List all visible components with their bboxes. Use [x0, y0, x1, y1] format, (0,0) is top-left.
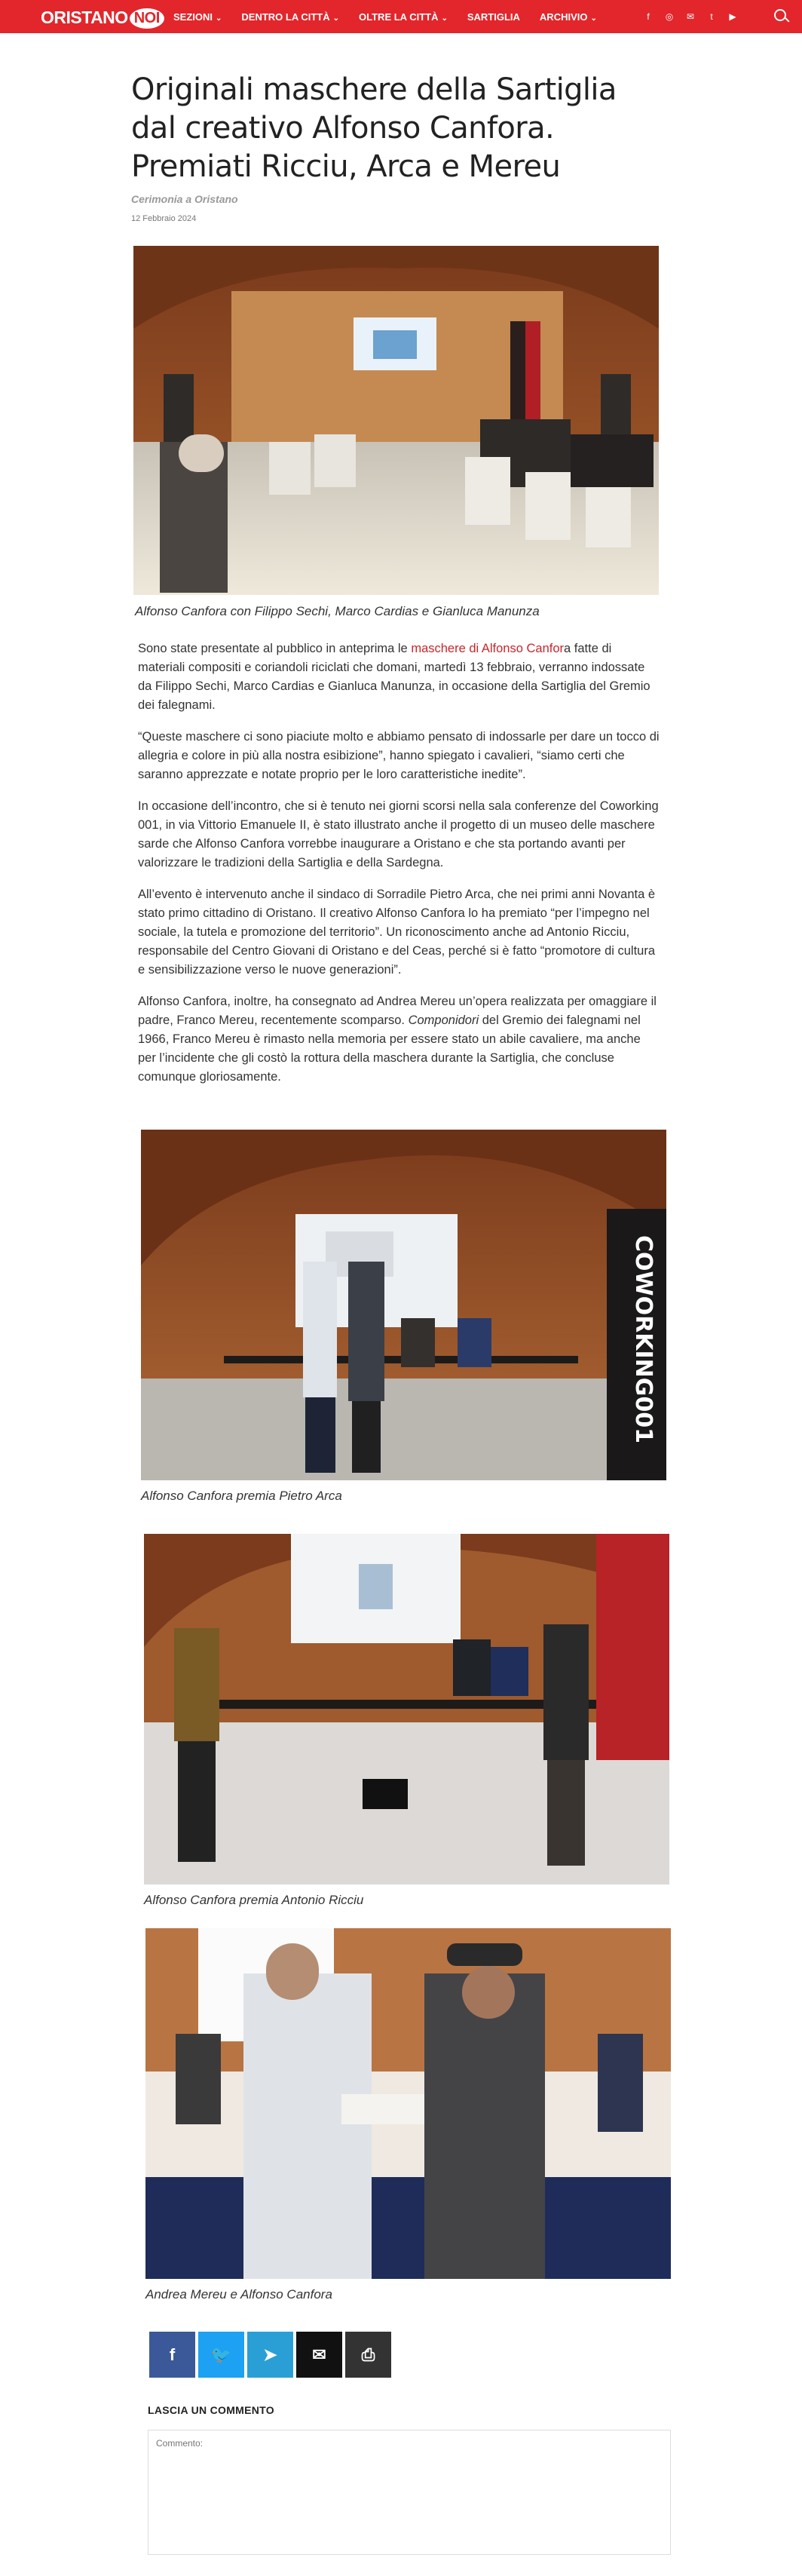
share-facebook-button[interactable]	[149, 2332, 195, 2378]
comment-input[interactable]	[148, 2430, 671, 2555]
article-date: 12 Febbraio 2024	[131, 214, 197, 223]
youtube-icon[interactable]: ▶	[729, 11, 736, 22]
nav-label: OLTRE LA CITTÀ	[359, 11, 439, 23]
conference-room-photo	[133, 246, 659, 595]
logo-text: ORISTANO	[41, 7, 128, 27]
article-paragraph: In occasione dell’incontro, che si è tenuto nei giorni scorsi nella sala conferenze del Coworking 001, in via Vittorio Emanuele II, è stato illustrato anche il progetto di un museo delle maschere sarde che Alfonso Canfora vorrebbe inaugurare a Oristano e che sta portando avanti per valorizzare le tradizioni della Sartiglia e della Sardegna.	[138, 799, 659, 869]
photo-caption: Andrea Mereu e Alfonso Canfora	[145, 2287, 332, 2302]
coworking-banner-text: COWORKING001	[630, 1235, 657, 1443]
nav-label: SEZIONI	[173, 11, 213, 23]
photo-caption: Alfonso Canfora premia Pietro Arca	[141, 1489, 342, 1503]
award-photo-ricciu	[144, 1534, 669, 1884]
twitter-icon[interactable]: t	[710, 11, 713, 22]
article-category[interactable]: Cerimonia a Oristano	[131, 193, 238, 205]
site-logo[interactable]	[41, 5, 164, 30]
social-links	[638, 0, 743, 33]
nav-item-sartiglia[interactable]	[467, 11, 520, 23]
chevron-down-icon: ⌄	[216, 14, 222, 23]
photo-caption: Alfonso Canfora con Filippo Sechi, Marco Cardias e Gianluca Manunza	[135, 604, 540, 618]
nav-label: DENTRO LA CITTÀ	[241, 11, 330, 23]
article-paragraph	[138, 639, 662, 715]
article-photo	[145, 1928, 671, 2279]
paragraph-text-italic: Componidori	[408, 1014, 479, 1027]
telegram-icon: ➤	[263, 2344, 277, 2364]
print-icon: ⎙	[361, 2344, 375, 2364]
site-header	[0, 0, 802, 33]
paragraph-text: a fatte di materiali compositi e coriandoli riciclati che domani, martedì 13 febbraio, verranno indossate da Filippo Sechi, Marco Cardias e Gianluca Manunza, in occasione della Sartiglia del Gremio dei falegnami.	[138, 642, 650, 712]
chevron-down-icon: ⌄	[590, 14, 597, 23]
nav-item-archivio[interactable]	[540, 11, 597, 23]
search-icon[interactable]	[773, 8, 791, 26]
article-paragraph	[138, 992, 662, 1087]
share-telegram-button[interactable]	[247, 2332, 293, 2378]
paragraph-text: Alfonso Canfora, inoltre, ha consegnato ad Andrea Mereu un’opera realizzata per omaggiare il padre, Franco Mereu, recentemente scomparso.	[138, 995, 657, 1027]
article-body	[138, 639, 662, 1099]
email-icon[interactable]: ✉	[686, 11, 695, 22]
award-photo-mereu	[145, 1928, 671, 2279]
facebook-icon[interactable]: f	[647, 11, 650, 22]
chevron-down-icon: ⌄	[441, 14, 448, 23]
nav-item-oltre-la-citta[interactable]	[359, 11, 448, 23]
award-photo-arca	[141, 1130, 666, 1480]
photo-caption: Alfonso Canfora premia Antonio Ricciu	[144, 1893, 364, 1907]
share-email-button[interactable]	[296, 2332, 342, 2378]
article-title: Originali maschere della Sartiglia dal creativo Alfonso Canfora. Premiati Ricciu, Arca e Mereu	[131, 72, 617, 184]
chevron-down-icon: ⌄	[332, 14, 340, 23]
nav-label: ARCHIVIO	[539, 11, 588, 23]
nav-item-sezioni[interactable]	[173, 11, 222, 23]
email-icon: ✉	[312, 2344, 326, 2364]
nav-label: SARTIGLIA	[467, 11, 520, 23]
main-nav	[173, 0, 617, 33]
nav-item-dentro-la-citta[interactable]	[241, 11, 339, 23]
facebook-icon: f	[169, 2344, 176, 2364]
article-paragraph: All’evento è intervenuto anche il sindaco di Sorradile Pietro Arca, che nei primi anni Novanta è stato primo cittadino di Oristano. Il creativo Alfonso Canfora lo ha premiato “per l’impegno nel sociale, la tutela e promozione del territorio”. Un riconoscimento anche ad Antonio Ricciu, responsabile del Centro Giovani di Oristano e del Ceas, perché si è fatto “promotore di cultura e sensibilizzazione verso le nuove generazioni”.	[138, 888, 656, 977]
paragraph-text: Sono state presentate al pubblico in anteprima le	[138, 642, 412, 655]
comment-heading: LASCIA UN COMMENTO	[148, 2404, 274, 2416]
logo-bubble: NOI	[130, 8, 164, 29]
article-paragraph: “Queste maschere ci sono piaciute molto e abbiamo pensato di indossarle per dare un tocco di allegria e colore in più alla nostra esibizione”, hanno spiegato i cavalieri, “siamo certi che saranno apprezzate e notate proprio per le loro caratteristiche inedite”.	[138, 730, 660, 781]
print-button[interactable]	[345, 2332, 391, 2378]
share-twitter-button[interactable]	[198, 2332, 244, 2378]
article-photo	[133, 246, 659, 595]
paragraph-text: del Gremio dei falegnami nel 1966, Franco Mereu è rimasto nella memoria per essere stato un abile cavaliere, ma anche per l’incidente che gli costò la rottura della maschera durante la Sartiglia, che concluse comunque gloriosamente.	[138, 1014, 641, 1084]
article-photo	[141, 1130, 666, 1480]
twitter-icon: 🐦	[210, 2344, 232, 2364]
masks-link[interactable]: maschere di Alfonso Canfor	[411, 642, 565, 655]
article-photo	[144, 1534, 669, 1884]
instagram-icon[interactable]: ◎	[665, 11, 674, 22]
